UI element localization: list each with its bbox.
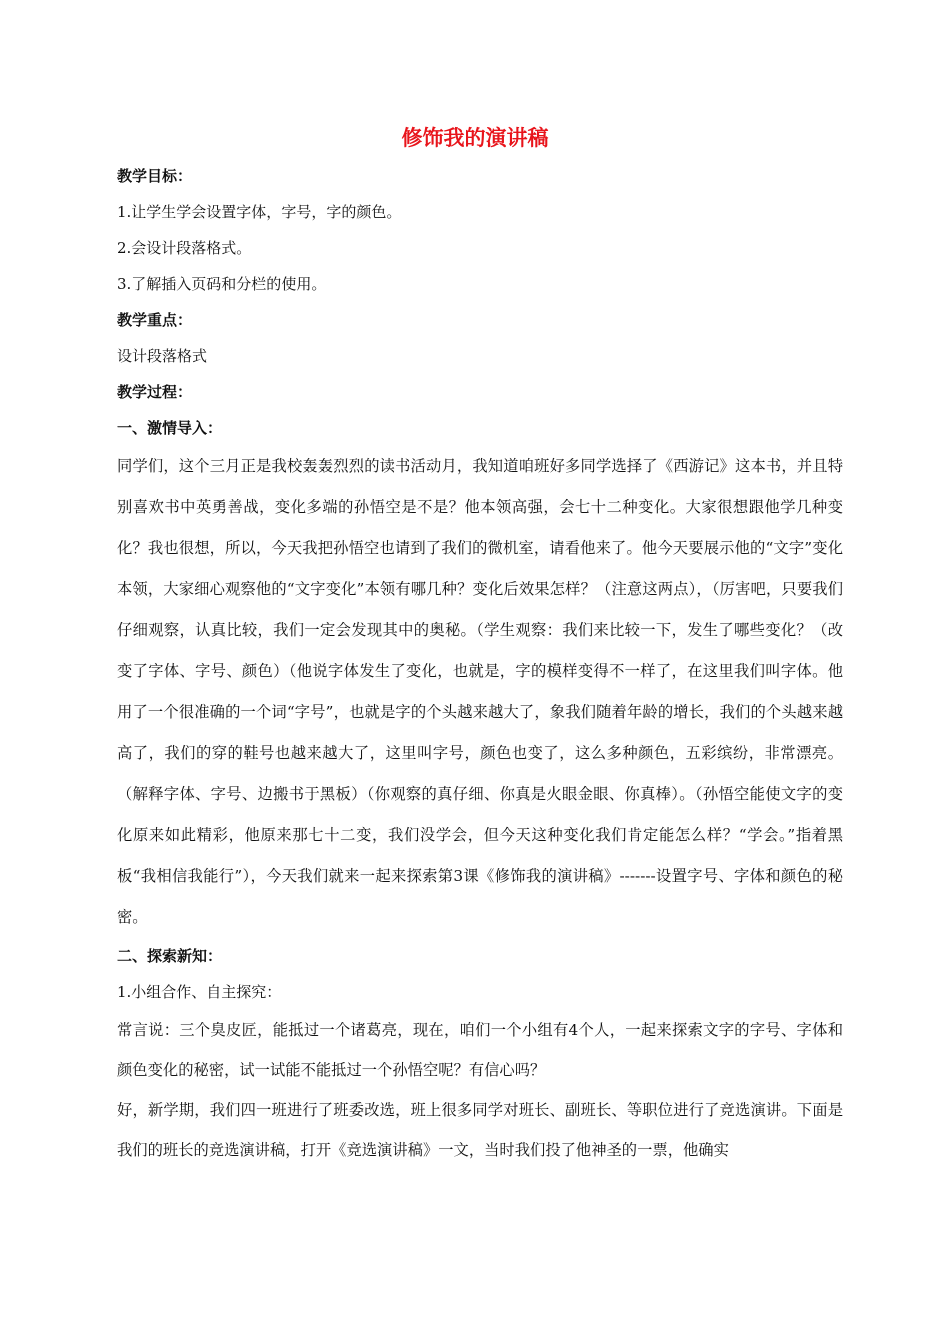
- goal-item-2: 2.会设计段落格式。: [117, 239, 252, 257]
- part2-subheading: 1.小组合作、自主探究：: [117, 983, 282, 1001]
- goals-heading: 教学目标：: [117, 167, 193, 185]
- goal-item-3: 3.了解插入页码和分栏的使用。: [117, 275, 327, 293]
- process-heading: 教学过程：: [117, 383, 193, 401]
- document-body: [117, 158, 843, 1170]
- goal-item-1: 1.让学生学会设置字体，字号，字的颜色。: [117, 203, 402, 221]
- focus-text: 设计段落格式: [117, 347, 208, 365]
- part2-heading: 二、探索新知：: [117, 947, 223, 965]
- part1-heading: 一、激情导入：: [117, 419, 223, 437]
- part2-paragraph-2: 好，新学期，我们四一班进行了班委改选，班上很多同学对班长、副班长、等职位进行了竞选演讲。下面是我们的班长的竞选演讲稿，打开《竞选演讲稿》一文，当时我们投了他神圣的一票，他确实: [117, 1101, 843, 1159]
- page-title: 修饰我的演讲稿: [401, 126, 549, 150]
- focus-heading: 教学重点：: [117, 311, 193, 329]
- part1-paragraph: 同学们，这个三月正是我校轰轰烈烈的读书活动月，我知道咱班好多同学选择了《西游记》这本书，并且特别喜欢书中英勇善战，变化多端的孙悟空是不是？他本领高强，会七十二种变化。大家很想跟他学几种变化？我也很想，所以，今天我把孙悟空也请到了我们的微机室，请看他来了。他今天要展示他的“文字”变化本领，大家细心观察他的“文字变化”本领有哪几种？变化后效果怎样？（注意这两点），（厉害吧，只要我们仔细观察，认真比较，我们一定会发现其中的奥秘。（学生观察：我们来比较一下，发生了哪些变化？（改变了字体、字号、颜色）（他说字体发生了变化，也就是，字的模样变得不一样了，在这里我们叫字体。他用了一个很准确的一个词“字号”，也就是字的个头越来越大了，象我们随着年龄的增长，我们的个头越来越高了，我们的穿的鞋号也越来越大了，这里叫字号，颜色也变了，这么多种颜色，五彩缤纷，非常漂亮。（解释字体、字号、边搬书于黑板）（你观察的真仔细、你真是火眼金眼、你真棒）。（孙悟空能使文字的变化原来如此精彩，他原来那七十二变，我们没学会，但今天这种变化我们肯定能怎么样？“学会。”指着黑板“我相信我能行”），今天我们就来一起来探索第3课《修饰我的演讲稿》-------设置字号、字体和颜色的秘密。: [117, 457, 843, 926]
- part2-paragraph-1: 常言说：三个臭皮匠，能抵过一个诸葛亮，现在，咱们一个小组有4个人，一起来探索文字的字号、字体和颜色变化的秘密，试一试能不能抵过一个孙悟空呢？有信心吗？: [117, 1021, 843, 1079]
